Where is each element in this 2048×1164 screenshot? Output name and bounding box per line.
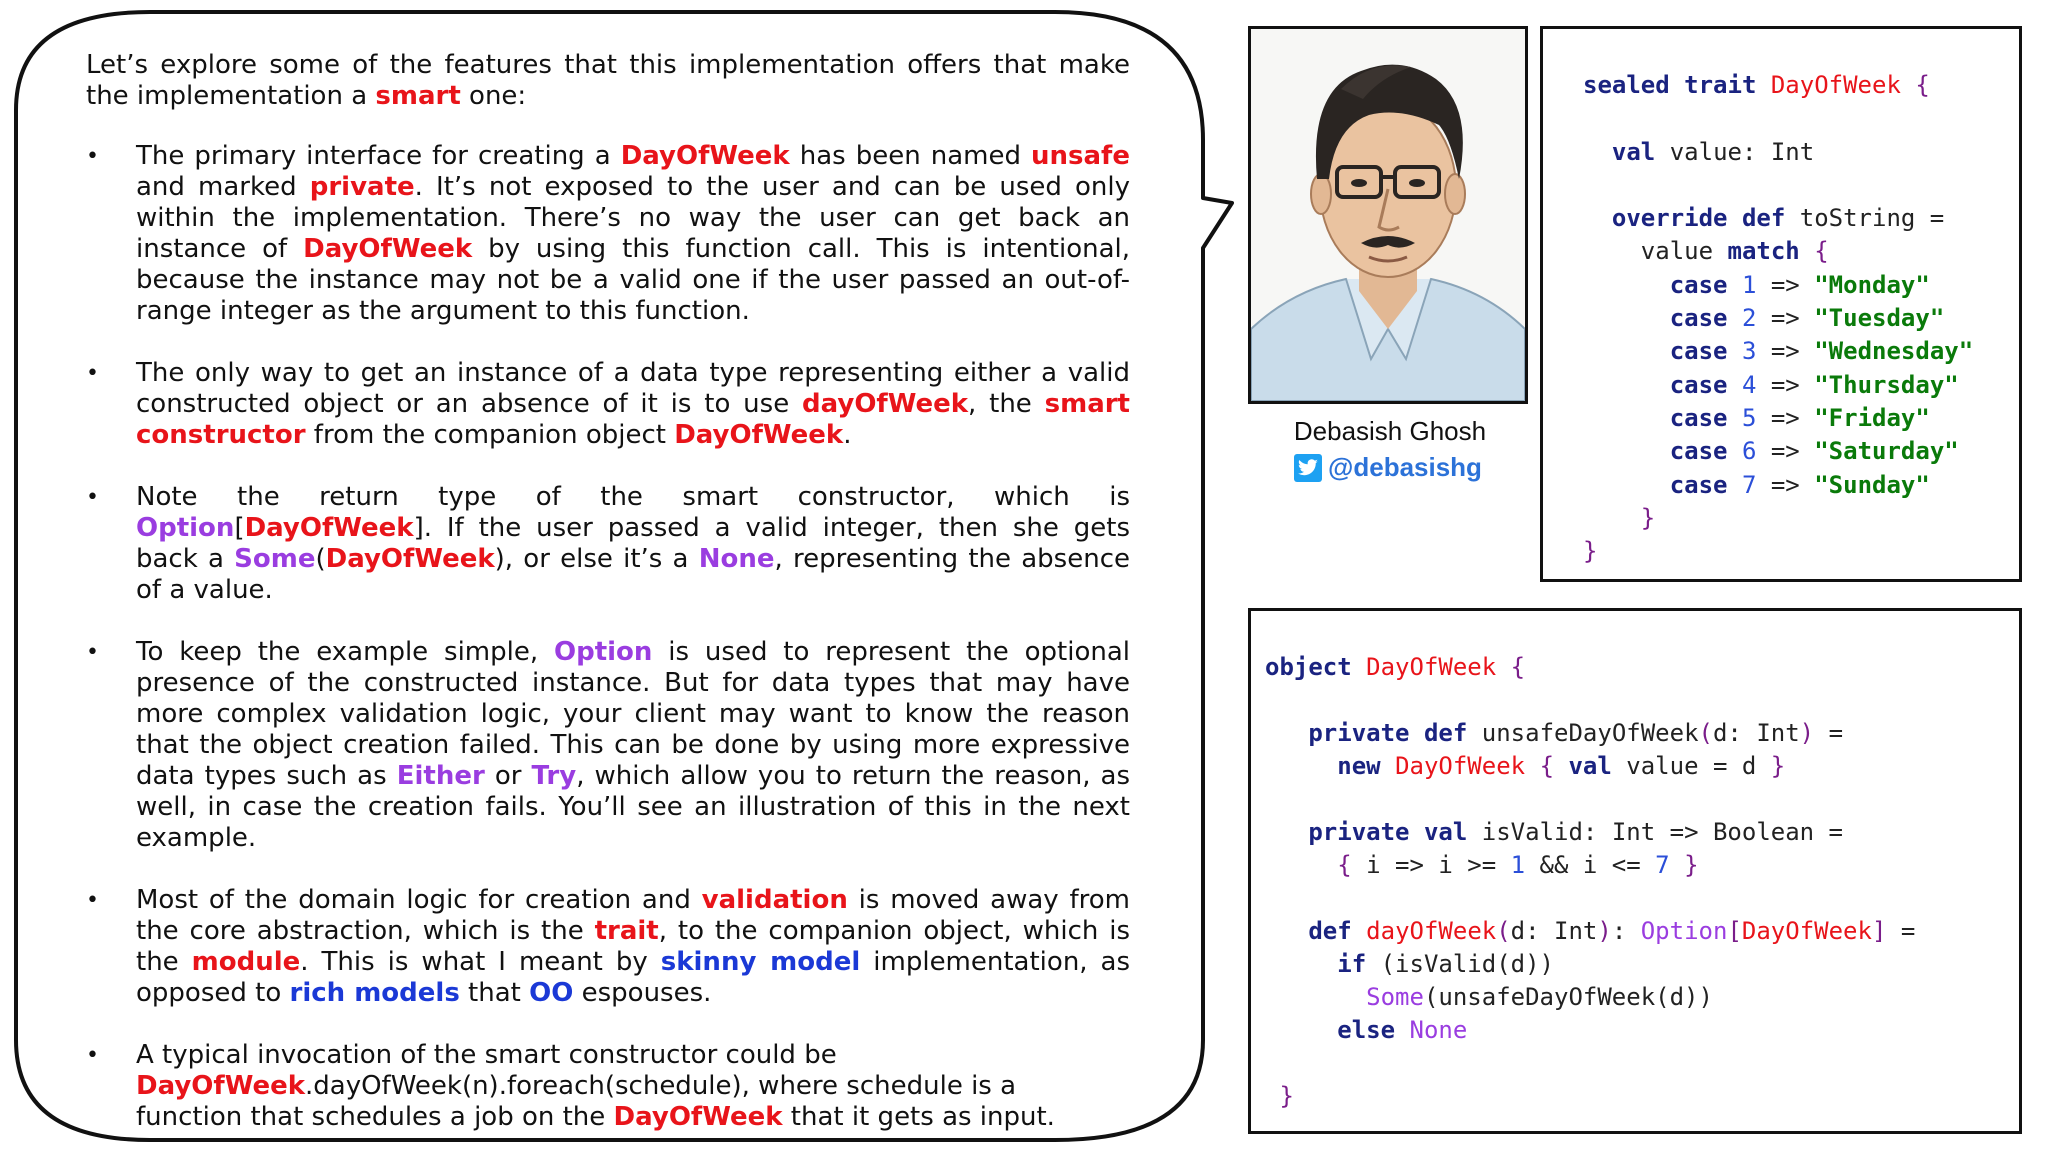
list-item: • Most of the domain logic for creation and validation is moved away from the core abstraction, which is the trait, to the companion object, which is the module. This is what I meant by skinny model implementation, as opposed to rich models that OO espouses. [86,885,1130,1009]
twitter-icon [1294,454,1322,482]
author-twitter-handle[interactable] [1294,452,1482,483]
explanation-text [86,50,1130,1164]
object-code: object DayOfWeek { private def unsafeDayOfWeek(d: Int) = new DayOfWeek { val value = d } private val isValid: Int => Boolean = { i => i >= 1 && i <= 7 } def dayOfWeek(d: Int): Option[DayOfWeek] = if (isValid(d)) Some(unsafeDayOfWeek(d)) else None } [1265,653,1916,1110]
list-item: • The primary interface for creating a DayOfWeek has been named unsafe and marked private. It’s not exposed to the user and can be used only within the implementation. There’s no way the user can get back an instance of DayOfWeek by using this function call. This is intentional, because the instance may not be a valid one if the user passed an out-of-range integer as the argument to this function. [86,141,1130,327]
code-companion-object [1248,608,2022,1134]
code-sealed-trait [1540,26,2022,582]
list-item: • A typical invocation of the smart constructor could be DayOfWeek.dayOfWeek(n).foreach(schedule), where schedule is a function that schedules a job on the DayOfWeek that it gets as input. [86,1040,1130,1133]
intro-paragraph: Let’s explore some of the features that this implementation offers that make the implementation a smart one: [86,50,1130,111]
author-name: Debasish Ghosh [1293,416,1487,446]
author-portrait [1248,26,1528,404]
list-item: • The only way to get an instance of a data type representing either a valid constructed object or an absence of it is to use dayOfWeek, the smart constructor from the companion object DayOfWeek. [86,358,1130,451]
portrait-illustration [1251,29,1525,401]
list-item: • Note the return type of the smart constructor, which is Option[DayOfWeek]. If the user passed a valid integer, then she gets back a Some(DayOfWeek), or else it’s a None, representing the absence of a value. [86,482,1130,606]
feature-list [86,141,1130,1133]
trait-code: sealed trait DayOfWeek { val value: Int override def toString = value match { case 1 => "Monday" case 2 => "Tuesday" case 3 => "Wednesday" case 4 => "Thursday" case 5 => "Friday" case 6 => "Saturday" case 7 => "Sunday" } } [1583,71,1974,566]
handle-text: @debasishg [1328,452,1482,482]
list-item: • To keep the example simple, Option is used to represent the optional presence of the constructed instance. But for data types that may have more complex validation logic, your client may want to know the reason that the object creation failed. This can be done by using more expressive data types such as Either or Try, which allow you to return the reason, as well, in case the creation fails. You’ll see an illustration of this in the next example. [86,637,1130,854]
